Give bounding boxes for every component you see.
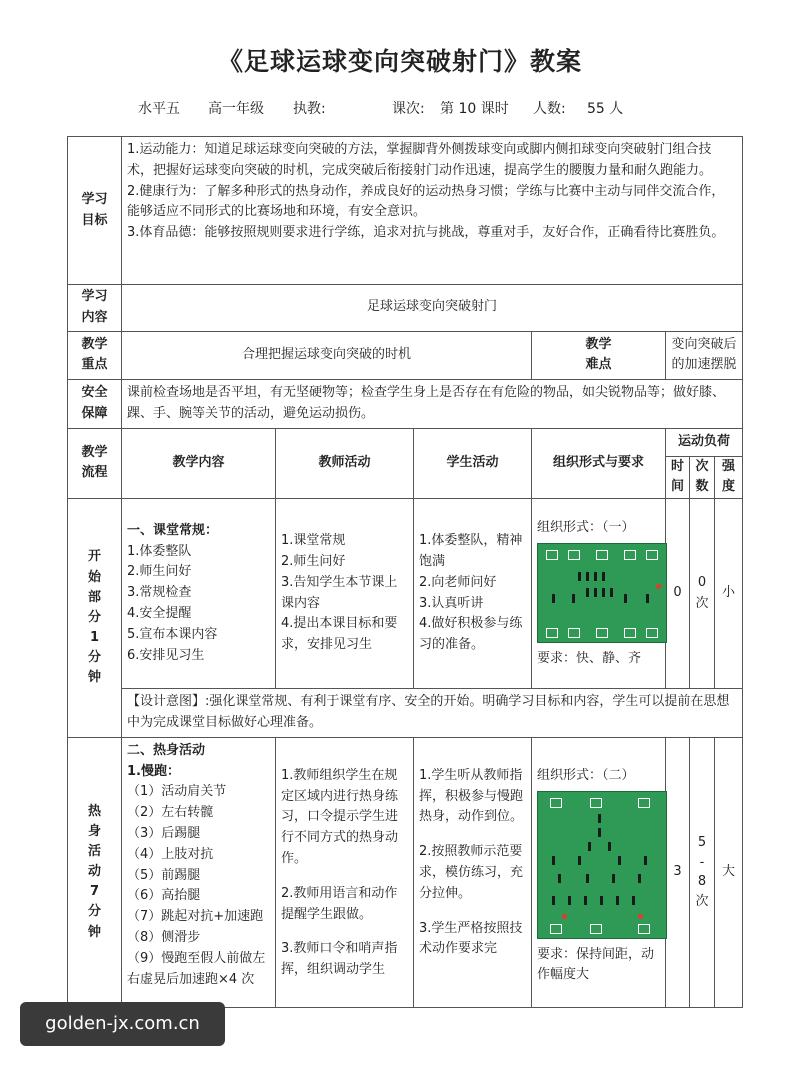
objective-2: 2.健康行为：了解多种形式的热身动作，养成良好的运动热身习惯；学练与比赛中主动与同伴交流合作，能够适应不同形式的比赛场地和环境，有安全意识。	[127, 183, 725, 220]
section1-teacher-1: 1.课堂常规	[281, 533, 346, 549]
section2-content-5: （5）前踢腿	[127, 867, 201, 883]
section1-times: 0 次	[690, 499, 715, 689]
section2-content-9: （9）慢跑至假人前做左右虚晃后加速跑×4 次	[127, 950, 266, 987]
section2-content-8: （8）侧滑步	[127, 929, 201, 945]
safety-label: 安全 保障	[68, 380, 122, 429]
section1-intensity: 小	[715, 499, 743, 689]
content-header: 教学内容	[122, 428, 276, 498]
section2-org-title: 组织形式：（二）	[537, 767, 635, 783]
meta-lesson-value: 第 10 课时	[440, 101, 509, 117]
key-point-value: 合理把握运球变向突破的时机	[122, 331, 532, 380]
watermark: golden-jx.com.cn	[20, 1002, 225, 1046]
objectives-row	[68, 137, 743, 285]
focus-row	[68, 331, 743, 380]
field-diagram-icon	[537, 791, 667, 939]
section1-teacher-2: 2.师生问好	[281, 554, 346, 570]
section2-intensity: 大	[715, 737, 743, 1007]
section2-sub: 1.慢跑：	[127, 763, 180, 779]
content-row	[68, 285, 743, 332]
field-diagram-icon	[537, 543, 667, 643]
safety-value: 课前检查场地是否平坦，有无坚硬物等；检查学生身上是否存在有危险的物品，如尖锐物品等；做好膝、踝、手、腕等关节的活动，避免运动损伤。	[122, 380, 743, 429]
section2-content-6: （6）高抬腿	[127, 888, 201, 904]
section2-teacher-3: 3.教师口令和哨声指挥，组织调动学生	[281, 941, 398, 978]
section2-student-1: 1.学生听从教师指挥，积极参与慢跑热身，动作到位。	[419, 767, 524, 825]
section2-student-2: 2.按照教师示范要求，模仿练习，充分拉伸。	[419, 844, 524, 901]
section2-org-req: 要求：保持间距，动作幅度大	[537, 946, 655, 983]
section1-content-4: 4.安全提醒	[127, 606, 192, 622]
section2-label: 热 身 活 动 7 分 钟	[68, 737, 122, 1007]
section2-content-3: （3）后踢腿	[127, 825, 201, 841]
times-header: 次 数	[690, 456, 715, 499]
section1-content-1: 1.体委整队	[127, 543, 192, 559]
section2-row	[68, 737, 743, 1007]
difficulty-value: 变向突破后的加速摆脱	[666, 331, 743, 380]
meta-teacher-label: 执教:	[293, 101, 326, 117]
section1-time: 0	[666, 499, 690, 689]
section2-student-3: 3.学生严格按照技术动作要求完	[419, 920, 523, 957]
difficulty-label: 教学 难点	[532, 331, 666, 380]
objective-3: 3.体育品德：能够按照规则要求进行学练，追求对抗与挑战，尊重对手，友好合作，正确看待比赛胜负。	[127, 225, 725, 241]
section2-content-4: （4）上肢对抗	[127, 846, 214, 862]
section1-teacher-3: 3.告知学生本节课上课内容	[281, 574, 398, 611]
section1-org-title: 组织形式：（一）	[537, 519, 635, 535]
section1-content-3: 3.常规检查	[127, 585, 192, 601]
lesson-plan-table	[67, 136, 743, 1008]
key-point-label: 教学 重点	[68, 331, 122, 380]
section1-teacher-4: 4.提出本课目标和要求，安排见习生	[281, 616, 398, 653]
content-value: 足球运球变向突破射门	[122, 285, 743, 332]
load-header: 运动负荷	[666, 428, 743, 456]
header-row-1	[68, 428, 743, 456]
page-title: 《足球运球变向突破射门》教案	[217, 47, 582, 76]
meta-count-label: 人数:	[533, 101, 566, 117]
content-label: 学习 内容	[68, 285, 122, 332]
teacher-header: 教师活动	[276, 428, 414, 498]
section1-design-row	[68, 689, 743, 738]
section2-content-1: （1）活动肩关节	[127, 784, 227, 800]
section1-org-req: 要求：快、静、齐	[537, 650, 642, 666]
section2-times: 5 - 8 次	[690, 737, 715, 1007]
section1-student-1: 1.体委整队，精神饱满	[419, 533, 523, 570]
student-header: 学生活动	[414, 428, 532, 498]
section2-content-7: （7）跳起对抗+加速跑	[127, 909, 264, 925]
section1-student-4: 4.做好积极参与练习的准备。	[419, 616, 523, 653]
section1-label: 开 始 部 分 1 分 钟	[68, 499, 122, 738]
section1-content-6: 6.安排见习生	[127, 647, 205, 663]
intensity-header: 强 度	[715, 456, 743, 499]
section1-content-2: 2.师生问好	[127, 564, 192, 580]
safety-row	[68, 380, 743, 429]
section2-time: 3	[666, 737, 690, 1007]
section1-content-5: 5.宣布本课内容	[127, 626, 218, 642]
section1-heading: 一、课堂常规：	[127, 522, 219, 538]
meta-level: 水平五	[138, 101, 180, 117]
objectives-label: 学习 目标	[68, 137, 122, 285]
meta-count-value: 55 人	[587, 101, 624, 117]
meta-lesson-label: 课次:	[392, 101, 425, 117]
section2-teacher-2: 2.教师用语言和动作提醒学生跟做。	[281, 885, 398, 922]
section2-teacher-1: 1.教师组织学生在规定区域内进行热身练习，口令提示学生进行不同方式的热身动作。	[281, 767, 399, 866]
section1-student-3: 3.认真听讲	[419, 595, 484, 611]
section2-content-2: （2）左右转髋	[127, 805, 214, 821]
section1-student-2: 2.向老师问好	[419, 574, 497, 590]
section2-heading: 二、热身活动	[127, 742, 206, 758]
section1-design: 【设计意图】:强化课堂常规、有利于课堂有序、安全的开始。明确学习目标和内容，学生可以提前在思想中为完成课堂目标做好心理准备。	[122, 689, 743, 738]
section1-row	[68, 499, 743, 689]
flow-header: 教学 流程	[68, 428, 122, 498]
time-header: 时 间	[666, 456, 690, 499]
objective-1: 1.运动能力：知道足球运球变向突破的方法，掌握脚背外侧拨球变向或脚内侧扣球变向突破射门组合技术，把握好运球变向突破的时机，完成突破后衔接射门动作迅速，提高学生的腰腹力量和耐久跑能力。	[127, 142, 713, 178]
meta-grade: 高一年级	[208, 101, 264, 117]
org-header: 组织形式与要求	[532, 428, 666, 498]
